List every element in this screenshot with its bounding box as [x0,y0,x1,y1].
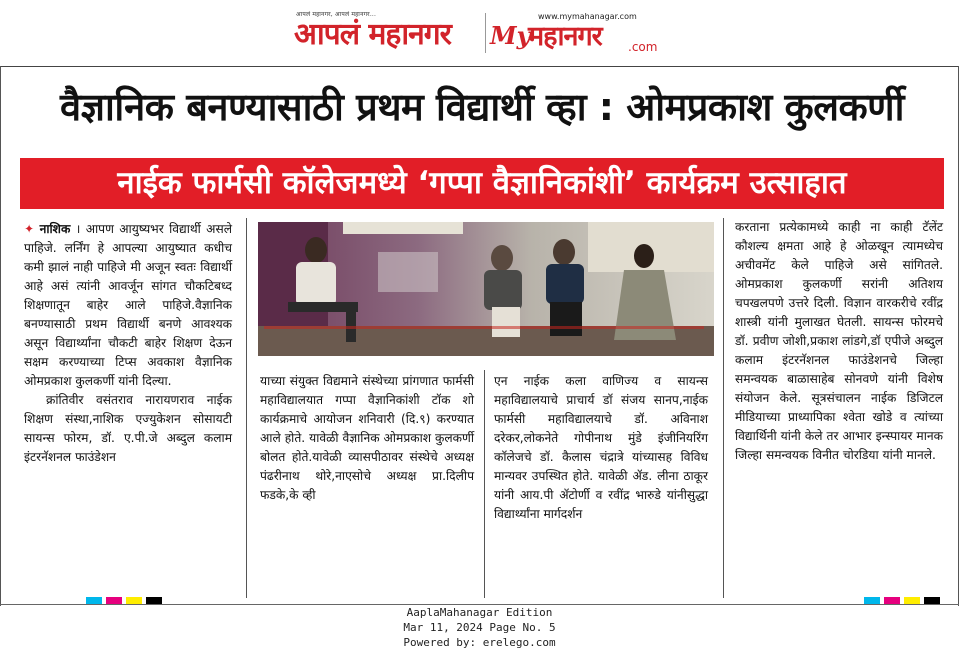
registration-mark [86,597,102,604]
registration-mark [924,597,940,604]
article-column-1 [24,220,232,467]
headline: वैज्ञानिक बनण्यासाठी प्रथम विद्यार्थी व्हा : ओमप्रकाश कुलकर्णी [60,85,904,129]
top-rule [0,66,959,67]
dateline-star-icon: ✦ [24,222,35,236]
masthead [292,9,666,57]
masthead-dotcom: .com [628,40,658,54]
article-column-3: एन नाईक कला वाणिज्य व सायन्स महाविद्यालयाचे प्राचार्य डॉ संजय सानप,नाईक फार्मसी महाविद्यालयाचे डॉ. अविनाश दरेकर,लोकनेते गोपीनाथ मुंडे इंजीनियरिंग कॉलेजचे डॉ. कैलास चंद्रात्रे यांच्यासह विविध मान्यवर उपस्थित होते. यावेळी ॲड. लीना ठाकूर यांनी आय.पी ॲटोर्णी व रवींद्र भारुडे यांनीसुद्धा विद्यार्थ्यांना मार्गदर्शन [494,374,708,521]
event-photo-graphic [258,222,714,356]
subheadline-bar [20,158,944,209]
article-column-4: करताना प्रत्येकामध्ये काही ना काही टॅलेंट कौशल्य क्षमता आहे हे ओळखून त्यामध्येच अचीवमेंट केले पाहिजे असे सांगितले. ओमप्रकाश कुलकर्णी सरांनी अतिशय चपखलपणे उत्तरे दिली. विज्ञान वारकरीचे रवींद्र शास्त्री यांनी मुलाखत घेतली. सायन्स फोरमचे डॉ. प्रवीण जोशी,प्रकाश लांडगे,डॉ एपीजे अब्दुल कलाम इंटरनॅशनल फाउंडेशनचे जिल्हा समन्वयक बाळासाहेब सोनवणे यांनी विशेष संयोजन केले. सूत्रसंचालन नाईक डिजिटल मीडियाच्या प्राध्यापिका श्वेता खोडे व त्यांच्या विद्यार्थिनी यांनी केले तर आभार इन्स्पायर मानक जिल्हा समन्वयक विनीत चोरडिया यांनी मानले. [735,220,943,462]
registration-mark [126,597,142,604]
masthead-separator [485,13,486,53]
subheadline: नाईक फार्मसी कॉलेजमध्ये ‘गप्पा वैज्ञानिकांशी’ कार्यक्रम उत्साहात [117,165,847,201]
masthead-tagline: आपलं महानगर, आपलं महानगर... [296,11,377,18]
column-divider [723,218,724,598]
left-border [0,66,1,606]
footer-powered-by[interactable]: Powered by: erelego.com [403,636,556,649]
registration-mark [904,597,920,604]
column-divider [484,370,485,598]
masthead-my: My [490,21,531,50]
registration-mark [884,597,900,604]
article-paragraph: क्रांतिवीर वसंतराव नारायणराव नाईक शिक्षण संस्था,नाशिक एज्युकेशन सोसायटी सायन्स फोरम, डॉ. ए.पी.जे अब्दुल कलाम इंटरनॅशनल फाउंडेशन [24,393,232,464]
article-paragraph [24,220,232,391]
registration-mark [146,597,162,604]
footer-edition: AaplaMahanagar Edition [406,606,553,619]
article-column-2: याच्या संयुक्त विद्यमाने संस्थेच्या प्रांगणात फार्मसी महाविद्यालयात गप्पा वैज्ञानिकांशी टॉक शो कार्यक्रमाचे आयोजन शनिवारी (दि.९) करण्यात आले होते. यावेळी वैज्ञानिक ओमप्रकाश कुलकर्णी बोलत होते.यावेळी व्यासपीठावर संस्थेचे अध्यक्ष पंढरीनाथ थोरे,नाएसोचे अध्यक्ष प्रा.दिलीप फडके,के व्ही [260,374,474,502]
registration-mark [864,597,880,604]
masthead-url[interactable]: www.mymahanagar.com [538,12,637,21]
registration-mark [106,597,122,604]
dateline-place: नाशिक [39,222,71,236]
event-photo [258,222,714,356]
article-text: । आपण आयुष्यभर विद्यार्थी असले पाहिजे. लर्निंग हे आपल्या आयुष्यात कधीच कमी झालं नाही पाहिजे मी अजून स्वतः विद्यार्थी आहे असं त्यांनी आवर्जून सांगत चौकटिबध्द शिक्षणातून बाहेर आले पाहिजे.वैज्ञानिक बनण्यासाठी प्रथम विद्यार्थी बनणे आवश्यक असून विद्यार्थ्यांना चौकटी बाहेर शिक्षण देऊन सक्षम करण्याच्या टिप्स अवकाश वैज्ञानिक ओमप्रकाश कुलकर्णी यांनी दिल्या. [24,222,232,388]
masthead-logo-right: महानगर [528,21,602,52]
footer-date-page: Mar 11, 2024 Page No. 5 [403,621,556,634]
masthead-logo-left: आपलं महानगर [294,17,451,52]
column-divider [246,218,247,598]
